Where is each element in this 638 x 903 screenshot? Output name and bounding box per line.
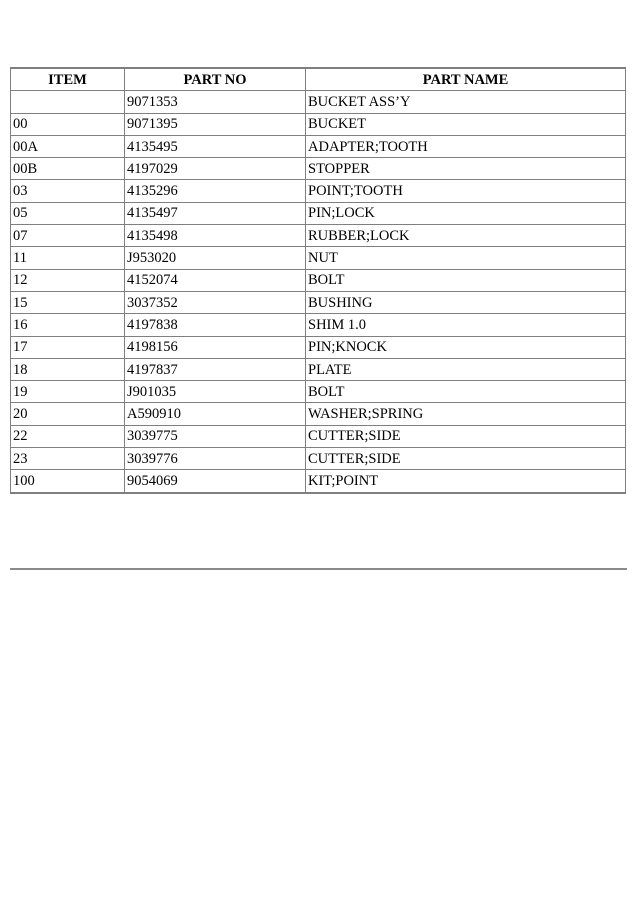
table-body: [11, 91, 626, 493]
cell-part-name: KIT;POINT: [306, 470, 626, 493]
cell-item: [11, 91, 125, 113]
cell-item: 19: [11, 381, 125, 403]
cell-part-name: PIN;KNOCK: [306, 336, 626, 358]
cell-part-name: RUBBER;LOCK: [306, 225, 626, 247]
cell-part-no: 4135498: [125, 225, 306, 247]
cell-item: 03: [11, 180, 125, 202]
table-row: [11, 225, 626, 247]
cell-item: 07: [11, 225, 125, 247]
cell-part-no: 4152074: [125, 269, 306, 291]
cell-item: 23: [11, 448, 125, 470]
cell-item: 20: [11, 403, 125, 425]
header-item: ITEM: [11, 68, 125, 91]
table-row: [11, 202, 626, 224]
cell-item: 100: [11, 470, 125, 493]
header-part-no: PART NO: [125, 68, 306, 91]
cell-part-name: PIN;LOCK: [306, 202, 626, 224]
cell-part-name: PLATE: [306, 358, 626, 380]
cell-part-no: 4197837: [125, 358, 306, 380]
cell-part-no: 4198156: [125, 336, 306, 358]
cell-part-name: WASHER;SPRING: [306, 403, 626, 425]
cell-item: 18: [11, 358, 125, 380]
table-row: [11, 358, 626, 380]
cell-item: 16: [11, 314, 125, 336]
horizontal-divider: [10, 568, 627, 570]
cell-part-name: CUTTER;SIDE: [306, 448, 626, 470]
table-row: [11, 247, 626, 269]
table-row: [11, 91, 626, 113]
cell-part-name: POINT;TOOTH: [306, 180, 626, 202]
table-row: [11, 425, 626, 447]
cell-part-name: BUSHING: [306, 291, 626, 313]
header-part-name: PART NAME: [306, 68, 626, 91]
cell-part-no: 4135495: [125, 135, 306, 157]
cell-item: 15: [11, 291, 125, 313]
cell-item: 17: [11, 336, 125, 358]
table-row: [11, 135, 626, 157]
table-row: [11, 180, 626, 202]
table-row: [11, 470, 626, 493]
table-row: [11, 381, 626, 403]
cell-part-name: BUCKET ASS’Y: [306, 91, 626, 113]
cell-part-no: 4135497: [125, 202, 306, 224]
cell-part-no: 3037352: [125, 291, 306, 313]
cell-part-no: A590910: [125, 403, 306, 425]
cell-part-no: 3039775: [125, 425, 306, 447]
cell-part-name: BOLT: [306, 269, 626, 291]
cell-part-no: 4135296: [125, 180, 306, 202]
cell-part-name: BOLT: [306, 381, 626, 403]
table-row: [11, 314, 626, 336]
cell-item: 12: [11, 269, 125, 291]
cell-item: 22: [11, 425, 125, 447]
cell-part-no: J953020: [125, 247, 306, 269]
cell-part-no: 9071395: [125, 113, 306, 135]
cell-part-no: 3039776: [125, 448, 306, 470]
cell-part-name: STOPPER: [306, 158, 626, 180]
cell-item: 05: [11, 202, 125, 224]
cell-part-name: CUTTER;SIDE: [306, 425, 626, 447]
cell-item: 11: [11, 247, 125, 269]
parts-table: [10, 67, 626, 494]
table-row: [11, 113, 626, 135]
cell-part-no: 4197029: [125, 158, 306, 180]
table-row: [11, 291, 626, 313]
cell-part-name: BUCKET: [306, 113, 626, 135]
cell-part-no: J901035: [125, 381, 306, 403]
cell-part-no: 9071353: [125, 91, 306, 113]
table-row: [11, 403, 626, 425]
cell-item: 00: [11, 113, 125, 135]
table-row: [11, 336, 626, 358]
table-header-row: [11, 68, 626, 91]
cell-part-no: 9054069: [125, 470, 306, 493]
table-row: [11, 158, 626, 180]
cell-part-name: SHIM 1.0: [306, 314, 626, 336]
cell-part-no: 4197838: [125, 314, 306, 336]
cell-item: 00A: [11, 135, 125, 157]
cell-item: 00B: [11, 158, 125, 180]
table-header: [11, 68, 626, 91]
cell-part-name: ADAPTER;TOOTH: [306, 135, 626, 157]
cell-part-name: NUT: [306, 247, 626, 269]
table-row: [11, 448, 626, 470]
table-row: [11, 269, 626, 291]
